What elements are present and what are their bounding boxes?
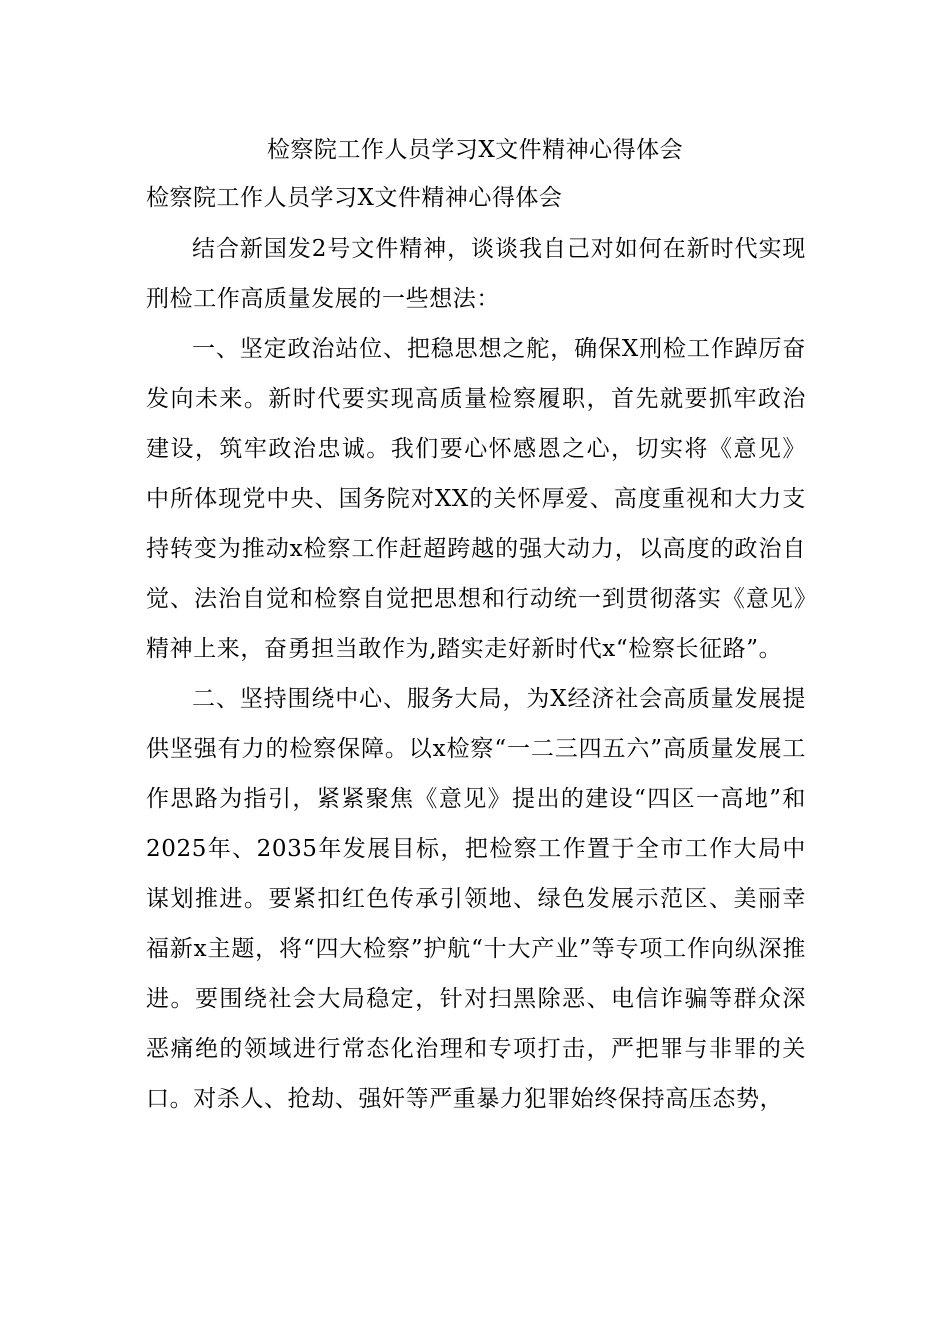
- document-body: [146, 224, 806, 1124]
- document-title: 检察院工作人员学习X文件精神心得体会: [266, 137, 684, 163]
- paragraph-point-two: 二、坚持围绕中心、服务大局，为X经济社会高质量发展提供坚强有力的检察保障。以x检察“一二三四五六”高质量发展工作思路为指引，紧紧聚焦《意见》提出的建设“四区一高地”和2025年、2035年发展目标，把检察工作置于全市工作大局中谋划推进。要紧扣红色传承引领地、绿色发展示范区、美丽幸福新x主题，将“四大检察”护航“十大产业”等专项工作向纵深推进。要围绕社会大局稳定，针对扫黑除恶、电信诈骗等群众深恶痛绝的领域进行常态化治理和专项打击，严把罪与非罪的关口。对杀人、抢劫、强奸等严重暴力犯罪始终保持高压态势，: [146, 686, 806, 1112]
- paragraph-point-one: 一、坚定政治站位、把稳思想之舵，确保X刑检工作踔厉奋发向未来。新时代要实现高质量检察履职，首先就要抓牢政治建设，筑牢政治忠诚。我们要心怀感恩之心，切实将《意见》中所体现党中央、国务院对XX的关怀厚爱、高度重视和大力支持转变为推动x检察工作赶超跨越的强大动力，以高度的政治自觉、法治自觉和检察自觉把思想和行动统一到贯彻落实《意见》精神上来，奋勇担当敢作为,踏实走好新时代x“检察长征路”。: [146, 336, 806, 662]
- document-subtitle: 检察院工作人员学习X文件精神心得体会: [146, 185, 563, 211]
- paragraph-intro: 结合新国发2号文件精神，谈谈我自己对如何在新时代实现刑检工作高质量发展的一些想法：: [146, 236, 806, 312]
